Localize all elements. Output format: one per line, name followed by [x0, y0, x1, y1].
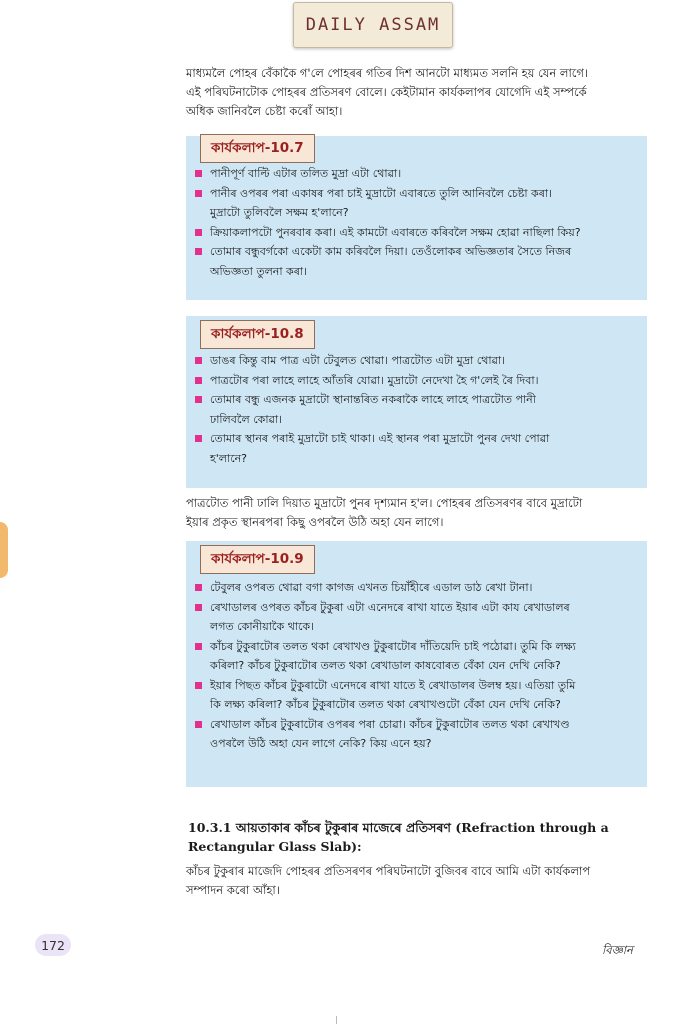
list-item	[194, 184, 637, 223]
text-line: এই পৰিঘটনাটোক পোহৰৰ প্ৰতিসৰণ বোলে। কেইটামান কাৰ্যকলাপৰ যোগেদি এই সম্পৰ্কে	[186, 85, 587, 99]
item-line: ৰেখাডাল কাঁচৰ টুকুৰাটোৰ ওপৰৰ পৰা চোৱা। কাঁচৰ টুকুৰাটোৰ তলত থকা ৰেখাখণ্ড	[210, 717, 570, 731]
activity-items	[194, 578, 637, 754]
bullet-icon	[195, 643, 202, 650]
item-line: ডাঙৰ কিন্তু বাম পাত্ৰ এটা টেবুলত থোৱা। পাত্ৰটোত এটা মুদ্ৰা থোৱা।	[210, 354, 506, 367]
item-line: তোমাৰ স্থানৰ পৰাই মুদ্ৰাটো চাই থাকা। এই স্থানৰ পৰা মুদ্ৰাটো পুনৰ দেখা পোৱা	[210, 432, 550, 445]
text-line: কাঁচৰ টুকুৰাৰ মাজেদি পোহৰৰ প্ৰতিসৰণৰ পৰিঘটনাটো বুজিবৰ বাবে আমি এটা কাৰ্যকলাপ	[186, 864, 591, 878]
list-item	[194, 242, 637, 281]
item-line: মুদ্ৰাটো তুলিবলৈ সক্ষম হ'লানে?	[210, 206, 349, 219]
item-line: কৰিলা? কাঁচৰ টুকুৰাটোৰ তলত থকা ৰেখাডাল কাষবোৰত বেঁকা যেন দেখি নেকি?	[210, 659, 561, 672]
list-item	[194, 637, 637, 676]
bullet-icon	[195, 396, 202, 403]
activity-box-10-7	[186, 136, 647, 300]
bullet-icon	[195, 357, 202, 364]
item-line: টেবুলৰ ওপৰত থোৱা বগা কাগজ এখনত চিয়াঁহীৰে এডাল ডাঠ ৰেখা টানা।	[210, 581, 533, 594]
bullet-icon	[195, 604, 202, 611]
bullet-icon	[195, 435, 202, 442]
bottom-tick-mark	[336, 1016, 337, 1024]
text-line: সম্পাদন কৰো আঁহা।	[186, 883, 280, 897]
page-number: 172	[35, 934, 71, 956]
list-item	[194, 390, 637, 429]
item-line: পাত্ৰটোৰ পৰা লাহে লাহে আঁতৰি যোৱা। মুদ্ৰাটো নেদেখা হৈ গ'লেই ৰৈ দিবা।	[210, 373, 539, 387]
list-item	[194, 676, 637, 715]
activity-items	[194, 164, 637, 281]
item-line: অভিজ্ঞতা তুলনা কৰা।	[210, 264, 308, 278]
activity-title: কাৰ্যকলাপ-10.8	[200, 320, 315, 349]
bullet-icon	[195, 190, 202, 197]
bullet-icon	[195, 721, 202, 728]
item-line: ওপৰলৈ উঠি অহা যেন লাগে নেকি? কিয় এনে হয়?	[210, 737, 432, 750]
footer-subject: বিজ্ঞান	[602, 943, 633, 957]
intro-paragraph	[186, 64, 648, 121]
activity-box-10-8	[186, 316, 647, 488]
item-line: ৰেখাডালৰ ওপৰত কাঁচৰ টুকুৰা এটা এনেদৰে ৰাখা যাতে ইয়াৰ এটা কায ৰেখাডালৰ	[210, 600, 570, 614]
item-line: কাঁচৰ টুকুৰাটোৰ তলত থকা ৰেখাখণ্ড টুকুৰাটোৰ দাঁতিয়েদি চাই পঠোৱা। তুমি কি লক্ষ্য	[210, 639, 576, 653]
bullet-icon	[195, 377, 202, 384]
watermark-stamp: DAILY ASSAM	[293, 2, 453, 48]
item-line: তোমাৰ বন্ধুবৰ্গকো একেটা কাম কৰিবলৈ দিয়া। তেওঁলোকৰ অভিজ্ঞতাৰ সৈতে নিজৰ	[210, 245, 572, 258]
list-item	[194, 223, 637, 243]
item-line: তোমাৰ বন্ধু এজনক মুদ্ৰাটো স্থানান্তৰিত নকৰাকৈ লাহে লাহে পাত্ৰটোত পানী	[210, 393, 536, 406]
list-item	[194, 715, 637, 754]
text-line: মাধ্যমলৈ পোহৰ বেঁকাকৈ গ'লে পোহৰৰ গতিৰ দিশ আনটো মাধ্যমত সলনি হয় যেন লাগে।	[186, 66, 589, 80]
list-item	[194, 371, 637, 391]
heading-line: Rectangular Glass Slab):	[188, 839, 362, 854]
item-line: পানীৰ ওপৰৰ পৰা একাষৰ পৰা চাই মুদ্ৰাটো এবাৰতে তুলি আনিবলৈ চেষ্টা কৰা।	[210, 186, 553, 200]
bullet-icon	[195, 248, 202, 255]
item-line: ইয়াৰ পিছত কাঁচৰ টুকুৰাটো এনেদৰে ৰাখা যাতে ই ৰেখাডালৰ উলম্ব হয়। এতিয়া তুমি	[210, 678, 576, 692]
list-item	[194, 578, 637, 598]
list-item	[194, 164, 637, 184]
list-item	[194, 429, 637, 468]
activity-title: কাৰ্যকলাপ-10.7	[200, 134, 315, 163]
bullet-icon	[195, 584, 202, 591]
text-line: ইয়াৰ প্ৰকৃত স্থানৰপৰা কিছু ওপৰলৈ উঠি অহা যেন লাগে।	[186, 515, 444, 529]
bullet-icon	[195, 682, 202, 689]
activity-items	[194, 351, 637, 468]
heading-line: 10.3.1 আয়তাকাৰ কাঁচৰ টুকুৰাৰ মাজেৰে প্ৰতিসৰণ (Refraction through a	[188, 820, 609, 835]
section-paragraph	[186, 862, 648, 900]
page-edge-mark	[0, 522, 8, 578]
bullet-icon	[195, 170, 202, 177]
text-line: অধিক জানিবলৈ চেষ্টা কৰোঁ আহা।	[186, 104, 343, 118]
list-item	[194, 351, 637, 371]
item-line: লগত কোনীয়াকৈ থাকে।	[210, 620, 315, 633]
list-item	[194, 598, 637, 637]
item-line: ক্ৰিয়াকলাপটো পুনৰবাৰ কৰা। এই কামটো এবাৰতে কৰিবলৈ সক্ষম হোৱা নাছিলা কিয়?	[210, 225, 581, 239]
activity-title: কাৰ্যকলাপ-10.9	[200, 545, 315, 574]
item-line: পানীপূৰ্ণ বাল্টি এটাৰ তলিত মুদ্ৰা এটা থোৱা।	[210, 167, 402, 180]
item-line: হ'লানে?	[210, 451, 248, 465]
middle-paragraph	[186, 494, 648, 532]
item-line: কি লক্ষ্য কৰিলা? কাঁচৰ টুকুৰাটোৰ তলত থকা ৰেখাখণ্ডটো বেঁকা যেন দেখি নেকি?	[210, 698, 561, 711]
activity-box-10-9	[186, 541, 647, 787]
bullet-icon	[195, 229, 202, 236]
section-heading	[188, 818, 648, 856]
item-line: ঢালিবলৈ কোৱা।	[210, 412, 283, 426]
text-line: পাত্ৰটোত পানী ঢালি দিয়াত মুদ্ৰাটো পুনৰ দৃশ্যমান হ'ল। পোহৰৰ প্ৰতিসৰণৰ বাবে মুদ্ৰাটো	[186, 496, 583, 510]
